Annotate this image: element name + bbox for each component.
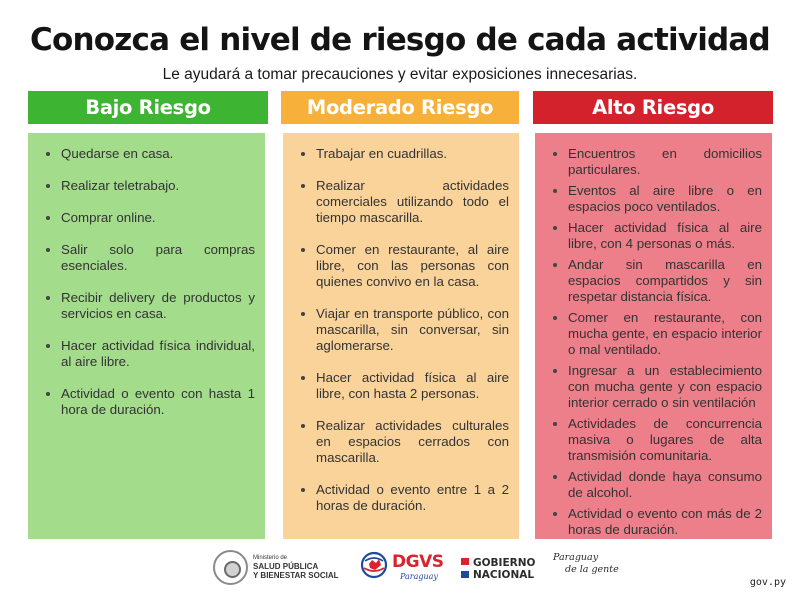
moderate-risk-panel bbox=[283, 133, 519, 539]
risk-list-item bbox=[41, 290, 255, 322]
risk-list-item bbox=[296, 306, 509, 354]
bullet-icon bbox=[301, 376, 305, 380]
risk-list-item bbox=[41, 146, 255, 162]
bullet-icon bbox=[46, 152, 50, 156]
bullet-icon bbox=[46, 344, 50, 348]
ministry-seal-icon bbox=[213, 550, 248, 585]
ministry-line-2: Y BIENESTAR SOCIAL bbox=[253, 571, 339, 580]
bullet-icon bbox=[553, 263, 557, 267]
site-label: gov.py bbox=[749, 577, 786, 588]
risk-item-text: Actividad o evento entre 1 a 2 horas de duración. bbox=[316, 482, 509, 513]
risk-item-text: Realizar actividades comerciales utilizando todo el tiempo mascarilla. bbox=[316, 178, 509, 225]
risk-list-item bbox=[548, 469, 762, 501]
bullet-icon bbox=[301, 488, 305, 492]
risk-list-item bbox=[41, 178, 255, 194]
high-risk-header: Alto Riesgo bbox=[533, 91, 773, 124]
risk-item-text: Comprar online. bbox=[61, 210, 156, 225]
gobierno-line-1: GOBIERNO bbox=[473, 557, 536, 569]
gobierno-line-2: NACIONAL bbox=[473, 569, 535, 581]
slogan-logo bbox=[553, 552, 619, 576]
ministry-logo-text bbox=[253, 555, 339, 580]
risk-item-text: Realizar teletrabajo. bbox=[61, 178, 180, 193]
risk-item-text: Salir solo para compras esenciales. bbox=[61, 242, 255, 273]
risk-item-text: Andar sin mascarilla en espacios compartidos y sin respetar distancia física. bbox=[568, 257, 762, 304]
risk-list-item bbox=[548, 220, 762, 252]
footer-logos bbox=[0, 547, 800, 592]
risk-list-item bbox=[548, 310, 762, 358]
ministry-small-label: Ministerio de bbox=[253, 555, 288, 561]
bullet-icon bbox=[553, 512, 557, 516]
risk-list-item bbox=[548, 416, 762, 464]
risk-list-item bbox=[296, 178, 509, 226]
risk-item-text: Encuentros en domicilios particulares. bbox=[568, 146, 762, 177]
risk-list-item bbox=[296, 370, 509, 402]
ministry-line-1: SALUD PÚBLICA bbox=[253, 562, 319, 571]
page-subtitle: Le ayudará a tomar precauciones y evitar exposiciones innecesarias. bbox=[162, 66, 638, 83]
risk-item-text: Viajar en transporte público, con mascarilla, sin conversar, sin aglomerarse. bbox=[316, 306, 509, 353]
bullet-icon bbox=[46, 184, 50, 188]
risk-item-text: Trabajar en cuadrillas. bbox=[316, 146, 448, 161]
risk-list-item bbox=[548, 257, 762, 305]
risk-list-item bbox=[296, 418, 509, 466]
bullet-icon bbox=[46, 392, 50, 396]
bullet-icon bbox=[553, 226, 557, 230]
risk-list-item bbox=[296, 482, 509, 514]
flag-icon bbox=[461, 558, 469, 578]
bullet-icon bbox=[553, 152, 557, 156]
slogan-line-1: Paraguay bbox=[553, 552, 599, 563]
risk-list-item bbox=[41, 242, 255, 274]
low-risk-header: Bajo Riesgo bbox=[28, 91, 268, 124]
high-risk-list bbox=[535, 133, 772, 538]
risk-list-item bbox=[296, 146, 509, 162]
dgvs-logo-text: DGVS bbox=[392, 552, 444, 572]
bullet-icon bbox=[553, 189, 557, 193]
gobierno-nacional-logo bbox=[473, 557, 535, 581]
risk-item-text: Hacer actividad física al aire libre, con hasta 2 personas. bbox=[316, 370, 509, 401]
bullet-icon bbox=[553, 369, 557, 373]
moderate-risk-header: Moderado Riesgo bbox=[281, 91, 519, 124]
bullet-icon bbox=[553, 316, 557, 320]
risk-list-item bbox=[548, 363, 762, 411]
risk-item-text: Realizar actividades culturales en espacios cerrados con mascarilla. bbox=[316, 418, 509, 465]
bullet-icon bbox=[301, 152, 305, 156]
risk-item-text: Hacer actividad física al aire libre, con 4 personas o más. bbox=[568, 220, 762, 251]
bullet-icon bbox=[553, 475, 557, 479]
risk-list-item bbox=[41, 338, 255, 370]
high-risk-panel bbox=[535, 133, 772, 539]
slogan-line-2: de la gente bbox=[565, 564, 619, 575]
risk-item-text: Actividad donde haya consumo de alcohol. bbox=[568, 469, 762, 500]
risk-list-item bbox=[41, 386, 255, 418]
bullet-icon bbox=[46, 248, 50, 252]
risk-item-text: Comer en restaurante, al aire libre, con las personas con quienes convivo en la casa. bbox=[316, 242, 509, 289]
low-risk-list bbox=[28, 133, 265, 418]
risk-item-text: Hacer actividad física individual, al aire libre. bbox=[61, 338, 255, 369]
risk-item-text: Actividad o evento con hasta 1 hora de duración. bbox=[61, 386, 255, 417]
bullet-icon bbox=[301, 312, 305, 316]
bullet-icon bbox=[553, 422, 557, 426]
bullet-icon bbox=[301, 424, 305, 428]
dgvs-logo-subtext: Paraguay bbox=[400, 572, 438, 581]
risk-item-text: Eventos al aire libre o en espacios poco ventilados. bbox=[568, 183, 762, 214]
bullet-icon bbox=[301, 184, 305, 188]
bullet-icon bbox=[46, 216, 50, 220]
low-risk-panel bbox=[28, 133, 265, 539]
risk-item-text: Actividad o evento con más de 2 horas de duración. bbox=[568, 506, 762, 537]
risk-list-item bbox=[41, 210, 255, 226]
risk-list-item bbox=[548, 506, 762, 538]
page-title: Conozca el nivel de riesgo de cada actividad bbox=[30, 22, 770, 58]
risk-list-item bbox=[548, 146, 762, 178]
bullet-icon bbox=[46, 296, 50, 300]
risk-item-text: Ingresar a un establecimiento con mucha gente y con espacio interior cerrado o sin ventilación bbox=[568, 363, 762, 410]
risk-item-text: Comer en restaurante, con mucha gente, en espacio interior o mal ventilado. bbox=[568, 310, 762, 357]
risk-list-item bbox=[296, 242, 509, 290]
risk-item-text: Recibir delivery de productos y servicios en casa. bbox=[61, 290, 255, 321]
risk-item-text: Quedarse en casa. bbox=[61, 146, 174, 161]
dgvs-globe-icon bbox=[360, 551, 388, 579]
risk-item-text: Actividades de concurrencia masiva o lugares de alta transmisión comunitaria. bbox=[568, 416, 762, 463]
bullet-icon bbox=[301, 248, 305, 252]
moderate-risk-list bbox=[283, 133, 519, 514]
risk-list-item bbox=[548, 183, 762, 215]
